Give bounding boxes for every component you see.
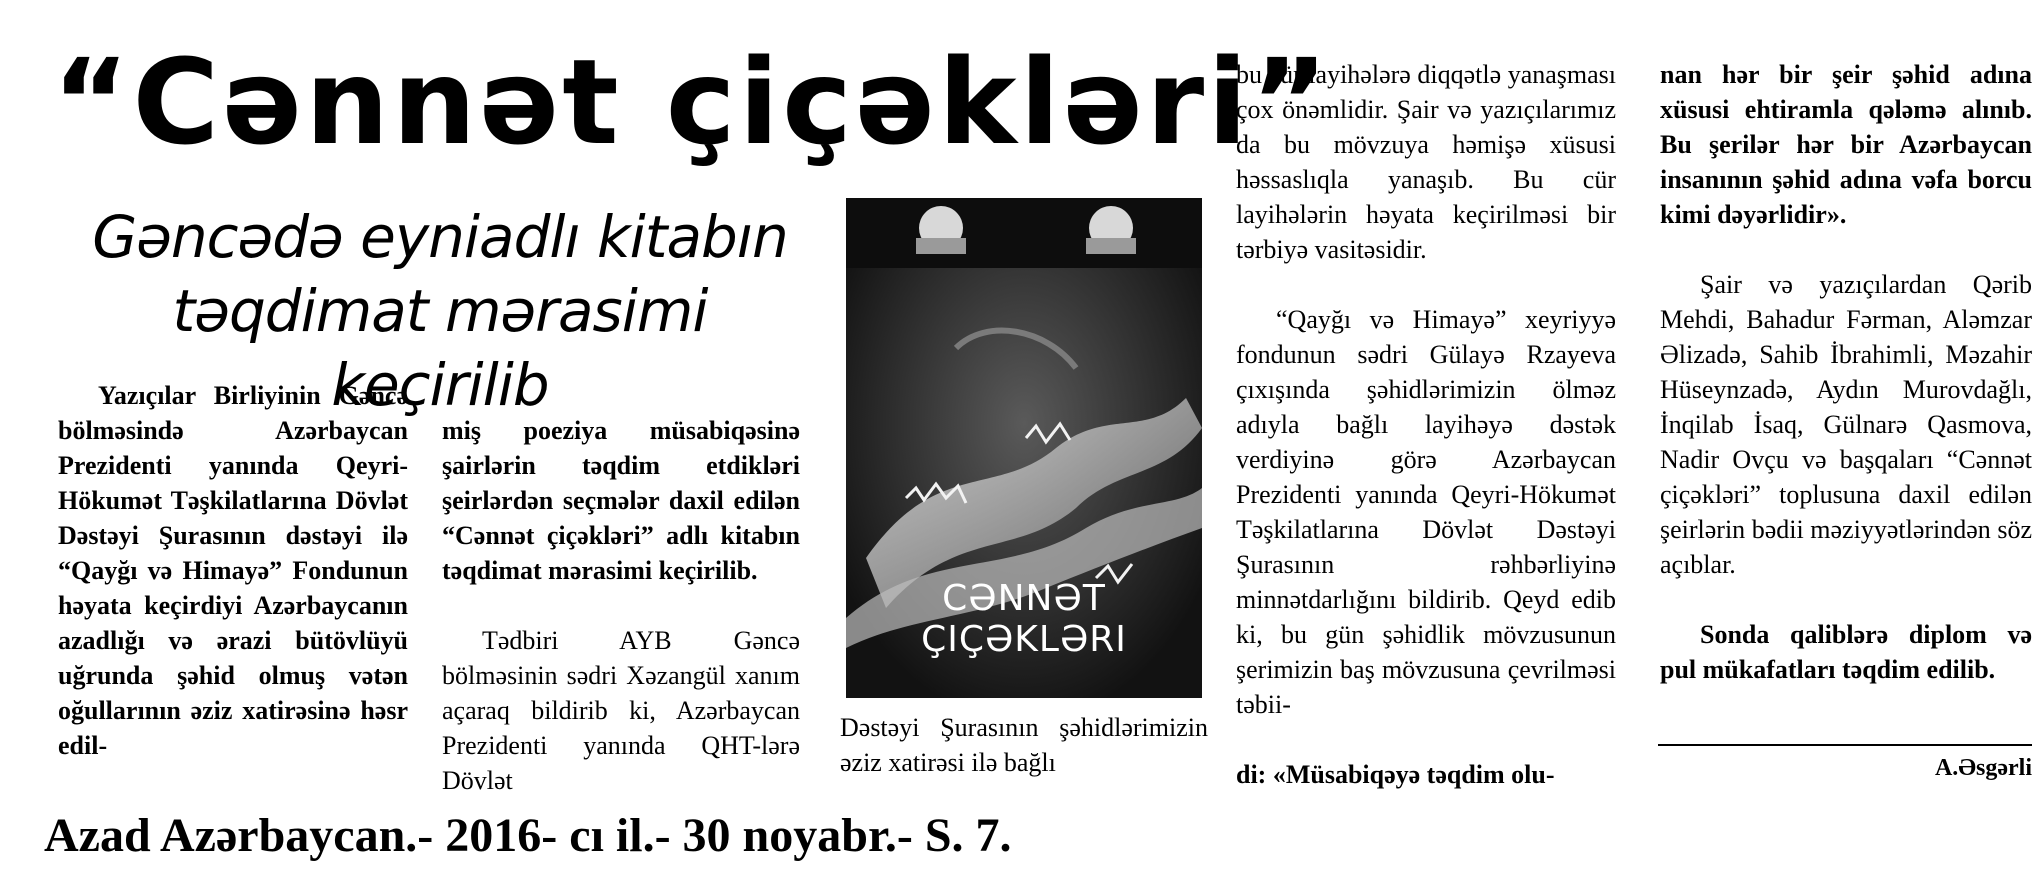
column-4-paragraph-1: bu cür layihələrə diqqətlə yanaşması çox önəmlidir. Şair və yazıçılarımız da bu mövzuya həmişə xüsusi həssaslıqla yanaşıb. Bu cür layihələrin həyata keçirilməsi bir tərbiyə vasitəsidir.	[1236, 60, 1616, 264]
subheadline-line-1: Gəncədə eyniadlı kitabın	[92, 203, 788, 271]
column-5-paragraph-2: Şair və yazıçılardan Qərib Mehdi, Bahadur Fərman, Aləmzar Əlizadə, Sahib İbrahimli, Məzahir Hüseynzadə, Aydın Murovdağlı, İnqilab İsaq, Gülnarə Qasmova, Nadir Ovçu və başqaları “Cənnət çiçəkləri” toplusuna daxil edilən şeirlərin bədii məziyyətlərindən söz açıblar.	[1660, 270, 2032, 579]
column-5-paragraph-3: Sonda qaliblərə diplom və pul mükafatları təqdim edilib.	[1660, 620, 2032, 684]
article-headline: “Cənnət çiçəkləri”	[52, 33, 1332, 171]
article-column-5	[1660, 22, 2032, 722]
column-2-paragraph-1: miş poeziya müsabiqəsinə şairlərin təqdim etdikləri şeirlərdən seçmələr daxil edilən “Cənnət çiçəkləri” adlı kitabın təqdimat mərasimi keçirilib.	[442, 416, 800, 585]
book-cover-title: CƏNNƏT ÇIÇƏKLƏRI	[921, 578, 1127, 660]
subheadline-line-2: təqdimat mərasimi keçirilib	[172, 277, 708, 419]
author-signature: A.Əsgərli	[1934, 755, 2032, 781]
article-column-3: Dəstəyi Şurasının şəhidlərimizin əziz xatirəsi ilə bağlı	[840, 713, 1208, 777]
source-citation: Azad Azərbaycan.- 2016- cı il.- 30 noyabr.- S. 7.	[44, 809, 1012, 862]
article-column-4	[1236, 22, 1616, 827]
article-column-2	[442, 378, 800, 833]
column-4-paragraph-2: “Qayğı və Himayə” xeyriyyə fondunun sədri Gülayə Rzayeva çıxışında şəhidlərimizin ölməz adıyla bağlı layihəyə dəstək verdiyinə görə Azərbaycan Prezidenti yanında Qeyri-Hökumət Təşkilatlarına Dövlət Dəstəyi Şurasının rəhbərliyinə minnətdarlığını bildirib. Qeyd edib ki, bu gün şəhidlik mövzusunun şerimizin baş mövzusuna çevrilməsi təbii-	[1236, 305, 1616, 719]
signature-divider	[1658, 744, 2032, 746]
column-2-paragraph-2: Tədbiri AYB Gəncə bölməsinin sədri Xəzangül xanım açaraq bildirib ki, Azərbaycan Prezidenti yanında QHT-lərə Dövlət	[442, 626, 800, 795]
article-column-1: Yazıçılar Birliyinin Gəncə bölməsində Azərbaycan Prezidenti yanında Qeyri-Hökumət Təşkilatlarına Dövlət Dəstəyi Şurasının dəstəyi ilə “Qayğı və Himayə” Fondunun həyata keçirdiyi Azərbaycanın azadlığı və ərazi bütövlüyü uğrunda şəhid olmuş vətən oğullarının əziz xatirəsinə həsr edil-	[58, 381, 408, 760]
column-4-paragraph-3: di: «Müsabiqəyə təqdim olu-	[1236, 760, 1555, 789]
column-5-paragraph-1: nan hər bir şeir şəhid adına xüsusi ehtiramla qələmə alınıb. Bu şerilər hər bir Azərbaycan insanının şəhid adına vəfa borcu kimi dəyərlidir».	[1660, 60, 2032, 229]
book-cover-image	[846, 198, 1202, 698]
